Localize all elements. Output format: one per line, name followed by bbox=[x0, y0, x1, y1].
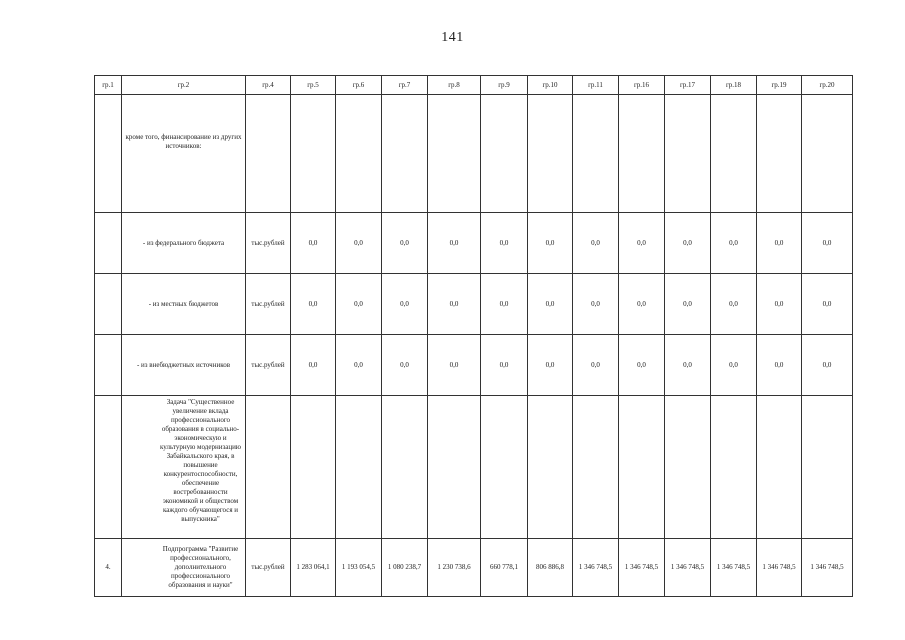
value-cell bbox=[336, 95, 382, 213]
unit-cell bbox=[246, 95, 291, 213]
column-header: гр.9 bbox=[481, 76, 528, 95]
column-header: гр.7 bbox=[382, 76, 428, 95]
value-cell: 0,0 bbox=[481, 274, 528, 335]
table-row bbox=[95, 274, 853, 335]
row-number bbox=[95, 95, 122, 213]
column-header: гр.10 bbox=[528, 76, 573, 95]
unit-cell: тыс.рублей bbox=[246, 539, 291, 597]
value-cell: 1 346 748,5 bbox=[802, 539, 853, 597]
value-cell: 0,0 bbox=[291, 274, 336, 335]
value-cell: 0,0 bbox=[711, 335, 757, 396]
row-number bbox=[95, 274, 122, 335]
column-header: гр.8 bbox=[428, 76, 481, 95]
column-header: гр.5 bbox=[291, 76, 336, 95]
table-row bbox=[95, 539, 853, 597]
value-cell bbox=[665, 396, 711, 539]
value-cell bbox=[711, 396, 757, 539]
value-cell: 0,0 bbox=[291, 213, 336, 274]
row-label: - из внебюджетных источников bbox=[122, 335, 246, 396]
value-cell: 1 346 748,5 bbox=[711, 539, 757, 597]
value-cell bbox=[481, 396, 528, 539]
value-cell: 806 886,8 bbox=[528, 539, 573, 597]
column-header: гр.17 bbox=[665, 76, 711, 95]
value-cell: 0,0 bbox=[382, 274, 428, 335]
value-cell: 0,0 bbox=[573, 274, 619, 335]
value-cell: 0,0 bbox=[619, 335, 665, 396]
value-cell: 0,0 bbox=[291, 335, 336, 396]
value-cell: 0,0 bbox=[757, 274, 802, 335]
value-cell: 1 080 238,7 bbox=[382, 539, 428, 597]
column-header: гр.1 bbox=[95, 76, 122, 95]
row-label: - из федерального бюджета bbox=[122, 213, 246, 274]
value-cell bbox=[382, 95, 428, 213]
row-number bbox=[95, 213, 122, 274]
column-header: гр.4 bbox=[246, 76, 291, 95]
value-cell bbox=[481, 95, 528, 213]
value-cell bbox=[291, 95, 336, 213]
column-header: гр.16 bbox=[619, 76, 665, 95]
row-number: 4. bbox=[95, 539, 122, 597]
page-number: 141 bbox=[441, 30, 464, 45]
header-row bbox=[95, 76, 853, 95]
value-cell: 0,0 bbox=[665, 274, 711, 335]
value-cell bbox=[619, 95, 665, 213]
value-cell bbox=[802, 95, 853, 213]
value-cell: 0,0 bbox=[336, 213, 382, 274]
value-cell: 0,0 bbox=[573, 335, 619, 396]
value-cell: 1 346 748,5 bbox=[573, 539, 619, 597]
column-header: гр.18 bbox=[711, 76, 757, 95]
row-label: Задача "Существенное увеличение вклада профессионального образования в социально-экономическую и культурную модернизацию Забайкальского края, в повышение конкурентоспособности, обеспечение востребованности экономикой и обществом каждого обучающегося и выпускника" bbox=[122, 396, 246, 539]
value-cell: 0,0 bbox=[428, 274, 481, 335]
value-cell: 0,0 bbox=[382, 213, 428, 274]
value-cell bbox=[757, 95, 802, 213]
value-cell: 1 193 054,5 bbox=[336, 539, 382, 597]
value-cell: 0,0 bbox=[665, 213, 711, 274]
value-cell bbox=[428, 95, 481, 213]
unit-cell bbox=[246, 396, 291, 539]
column-header: гр.11 bbox=[573, 76, 619, 95]
row-number bbox=[95, 335, 122, 396]
value-cell bbox=[711, 95, 757, 213]
value-cell: 1 346 748,5 bbox=[665, 539, 711, 597]
value-cell bbox=[528, 396, 573, 539]
value-cell bbox=[291, 396, 336, 539]
value-cell: 1 346 748,5 bbox=[619, 539, 665, 597]
column-header: гр.19 bbox=[757, 76, 802, 95]
value-cell: 0,0 bbox=[528, 213, 573, 274]
unit-cell: тыс.рублей bbox=[246, 335, 291, 396]
value-cell bbox=[573, 396, 619, 539]
table-row bbox=[95, 396, 853, 539]
value-cell: 0,0 bbox=[528, 274, 573, 335]
value-cell bbox=[382, 396, 428, 539]
table-row bbox=[95, 95, 853, 213]
column-header: гр.2 bbox=[122, 76, 246, 95]
value-cell bbox=[757, 396, 802, 539]
value-cell: 0,0 bbox=[573, 213, 619, 274]
value-cell: 0,0 bbox=[711, 213, 757, 274]
value-cell: 0,0 bbox=[428, 335, 481, 396]
column-header: гр.6 bbox=[336, 76, 382, 95]
value-cell: 660 778,1 bbox=[481, 539, 528, 597]
value-cell: 0,0 bbox=[336, 335, 382, 396]
value-cell: 0,0 bbox=[757, 335, 802, 396]
value-cell: 0,0 bbox=[481, 335, 528, 396]
value-cell: 0,0 bbox=[382, 335, 428, 396]
value-cell: 0,0 bbox=[428, 213, 481, 274]
value-cell: 0,0 bbox=[802, 213, 853, 274]
row-label: Подпрограмма "Развитие профессионального, дополнительного профессионального образования и науки" bbox=[122, 539, 246, 597]
value-cell: 1 230 738,6 bbox=[428, 539, 481, 597]
value-cell: 0,0 bbox=[757, 213, 802, 274]
value-cell: 0,0 bbox=[336, 274, 382, 335]
value-cell bbox=[573, 95, 619, 213]
value-cell bbox=[528, 95, 573, 213]
value-cell: 1 346 748,5 bbox=[757, 539, 802, 597]
value-cell bbox=[428, 396, 481, 539]
budget-table bbox=[94, 75, 853, 597]
value-cell: 0,0 bbox=[619, 274, 665, 335]
unit-cell: тыс.рублей bbox=[246, 213, 291, 274]
value-cell bbox=[619, 396, 665, 539]
value-cell: 1 283 064,1 bbox=[291, 539, 336, 597]
column-header: гр.20 bbox=[802, 76, 853, 95]
value-cell: 0,0 bbox=[665, 335, 711, 396]
value-cell: 0,0 bbox=[481, 213, 528, 274]
value-cell bbox=[336, 396, 382, 539]
row-number bbox=[95, 396, 122, 539]
value-cell bbox=[802, 396, 853, 539]
value-cell: 0,0 bbox=[528, 335, 573, 396]
value-cell: 0,0 bbox=[802, 335, 853, 396]
value-cell: 0,0 bbox=[802, 274, 853, 335]
value-cell: 0,0 bbox=[711, 274, 757, 335]
value-cell: 0,0 bbox=[619, 213, 665, 274]
value-cell bbox=[665, 95, 711, 213]
table-row bbox=[95, 335, 853, 396]
row-label: - из местных бюджетов bbox=[122, 274, 246, 335]
row-label: кроме того, финансирование из других источников: bbox=[122, 95, 246, 213]
unit-cell: тыс.рублей bbox=[246, 274, 291, 335]
table-row bbox=[95, 213, 853, 274]
